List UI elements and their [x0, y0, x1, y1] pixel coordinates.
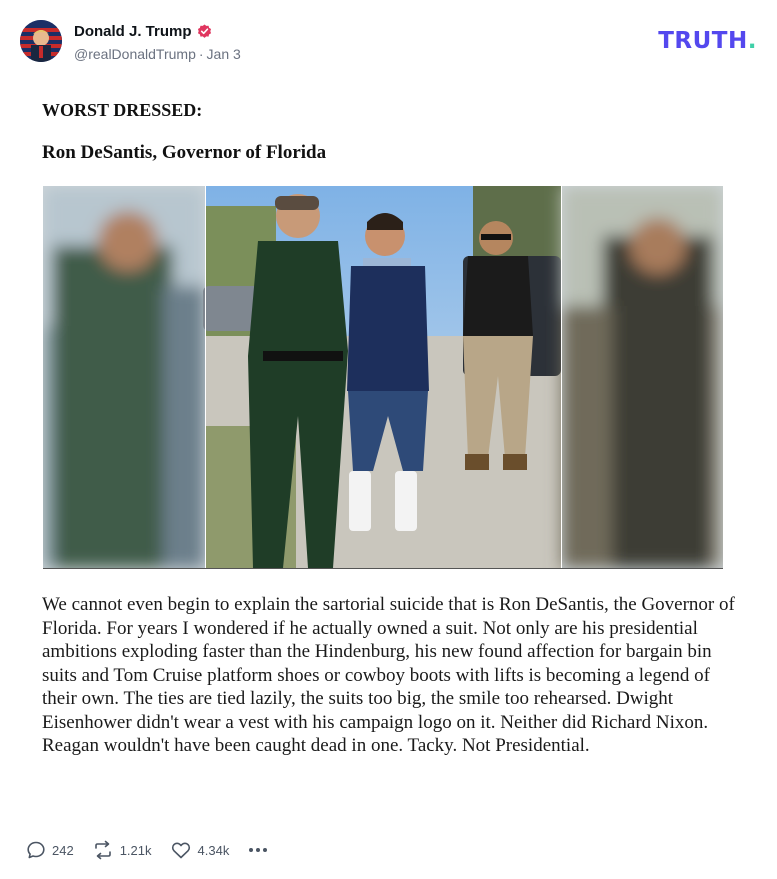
document-subheading: Ron DeSantis, Governor of Florida: [42, 142, 327, 163]
retruth-button[interactable]: [92, 840, 152, 860]
like-button[interactable]: [170, 840, 230, 860]
author-name[interactable]: [74, 23, 212, 40]
center-photo: [203, 186, 561, 568]
document-heading: WORST DRESSED:: [42, 100, 203, 120]
reply-button[interactable]: [26, 840, 74, 860]
reply-count: 242: [52, 842, 74, 858]
like-count: 4.34k: [197, 842, 230, 858]
truth-logo[interactable]: [658, 28, 757, 54]
avatar[interactable]: [20, 20, 62, 62]
truth-logo-dot: .: [747, 28, 757, 54]
author-handle[interactable]: @realDonaldTrump: [74, 46, 196, 62]
blurred-right-photo: [562, 186, 723, 568]
verified-badge-icon: [197, 24, 212, 39]
more-options-button[interactable]: [247, 843, 269, 858]
truth-logo-text: TRUTH: [658, 28, 748, 54]
ellipsis-icon: [247, 843, 269, 858]
author-name-text[interactable]: Donald J. Trump: [74, 23, 192, 40]
speech-bubble-icon: [26, 840, 46, 860]
photo-strip: [43, 186, 723, 569]
post-header: [20, 20, 757, 66]
document-body: We cannot even begin to explain the sartorial suicide that is Ron DeSantis, the Governor of Florida. For years I wondered if he actually owned a suit. Not only are his presidential ambitions exploding faster than the Hindenburg, his new found affection for bargain bin suits and Tom Cruise platform shoes or cowboy boots with lifts is becoming a legend of their own. The ties are tied lazily, the suits too big, the smile too rehearsed. Dwight Eisenhower didn't wear a vest with his campaign logo on it. Neither did Richard Nixon. Reagan wouldn't have been caught dead in one. Tacky. Not Presidential.: [42, 594, 735, 756]
post-date[interactable]: Jan 3: [206, 46, 241, 62]
heart-icon: [170, 840, 192, 860]
post-image-document[interactable]: [20, 80, 760, 815]
retruth-count: 1.21k: [119, 842, 152, 858]
meta-separator: ·: [198, 46, 204, 62]
author-meta: [74, 46, 241, 62]
post-actions: [26, 838, 269, 862]
repost-arrows-icon: [92, 840, 114, 860]
blurred-left-photo: [43, 186, 205, 568]
